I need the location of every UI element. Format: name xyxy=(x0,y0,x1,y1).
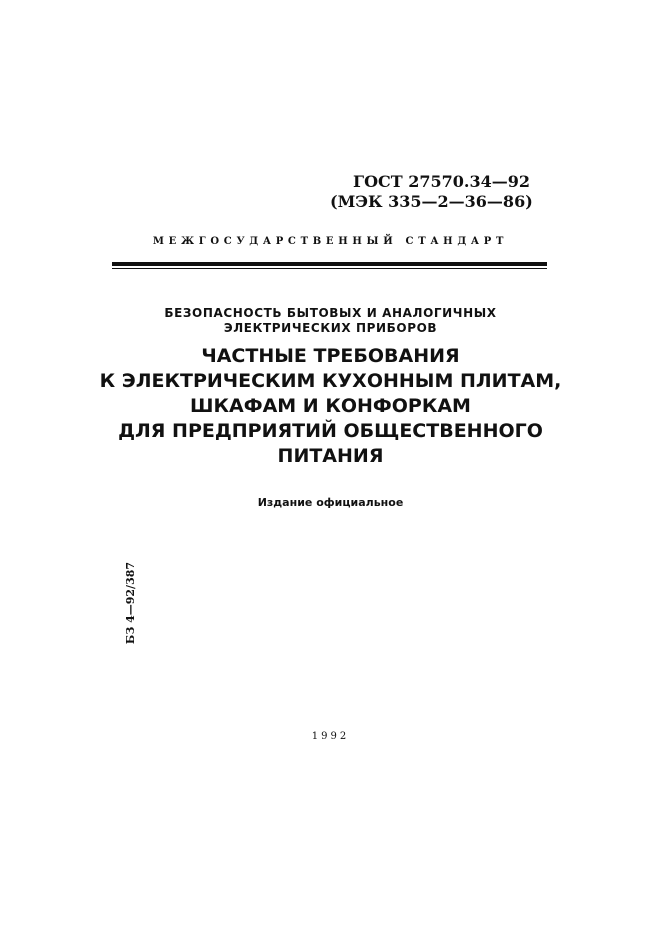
specific-title-line-3: ШКАФАМ И КОНФОРКАМ xyxy=(190,395,471,417)
general-title-line-2: ЭЛЕКТРИЧЕСКИХ ПРИБОРОВ xyxy=(223,321,438,335)
header-thin-divider xyxy=(112,268,547,269)
edition-label: Издание официальное xyxy=(257,496,404,509)
publication-year: 1992 xyxy=(311,731,350,742)
catalog-number: БЗ 4—92/387 xyxy=(124,561,137,645)
iec-reference: (МЭК 335—2—36—86) xyxy=(330,192,533,211)
standard-type: МЕЖГОСУДАРСТВЕННЫЙ СТАНДАРТ xyxy=(152,236,509,247)
standard-number: ГОСТ 27570.34—92 xyxy=(353,172,530,191)
specific-title-line-5: ПИТАНИЯ xyxy=(277,445,384,467)
specific-title-line-1: ЧАСТНЫЕ ТРЕБОВАНИЯ xyxy=(201,345,460,367)
general-title-line-1: БЕЗОПАСНОСТЬ БЫТОВЫХ И АНАЛОГИЧНЫХ xyxy=(164,306,497,320)
specific-title-line-4: ДЛЯ ПРЕДПРИЯТИЙ ОБЩЕСТВЕННОГО xyxy=(118,420,543,442)
specific-title-line-2: К ЭЛЕКТРИЧЕСКИМ КУХОННЫМ ПЛИТАМ, xyxy=(99,370,562,392)
header-thick-divider xyxy=(112,262,547,266)
